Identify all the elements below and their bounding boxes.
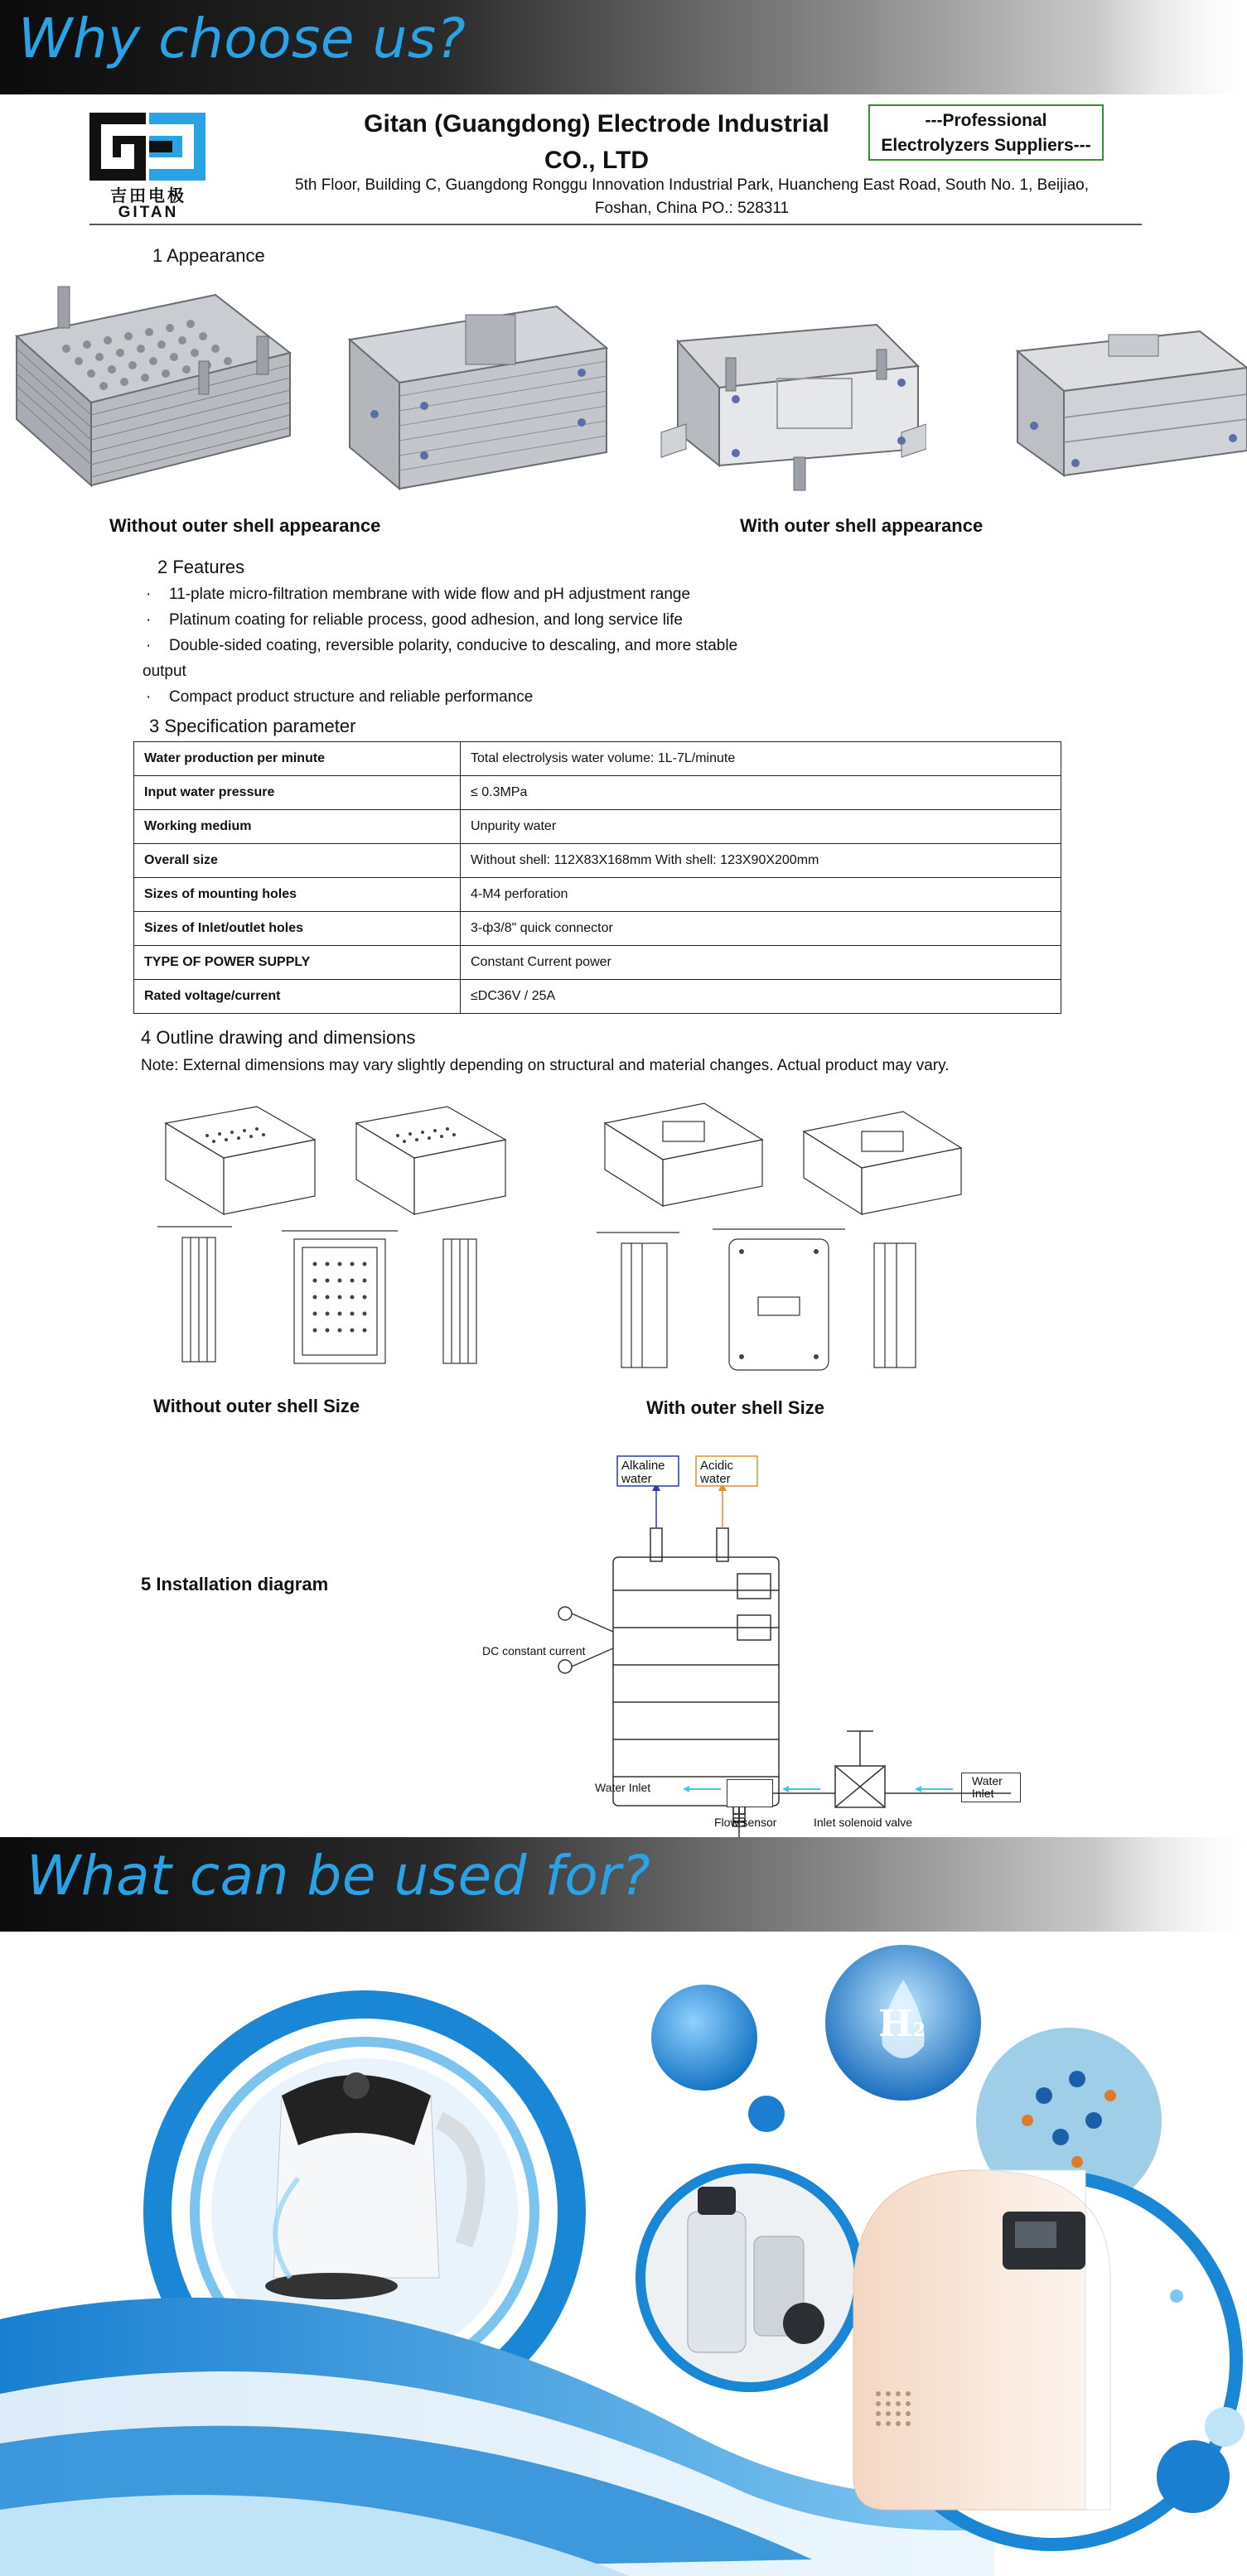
- spec-label: Working medium: [134, 810, 461, 844]
- product-with-shell-angle1: [653, 308, 926, 499]
- table-row: [134, 946, 1061, 980]
- drawing-without-shell: [149, 1090, 530, 1372]
- spec-label: Sizes of mounting holes: [134, 878, 461, 912]
- product-without-shell-angle1: [0, 278, 307, 502]
- appearance-heading: 1 Appearance: [152, 245, 265, 266]
- company-name-line1: Gitan (Guangdong) Electrode Industrial: [364, 110, 829, 137]
- features-list: [143, 581, 809, 710]
- product-without-shell-angle2: [325, 290, 615, 497]
- spec-value: ≤ 0.3MPa: [461, 776, 1061, 810]
- caption-with-shell-size: With outer shell Size: [646, 1397, 824, 1418]
- spec-value: 4-M4 perforation: [461, 878, 1061, 912]
- spec-value: Total electrolysis water volume: 1L-7L/minute: [461, 742, 1061, 776]
- feature-item-continuation: output: [143, 663, 186, 680]
- address-line2: Foshan, China PO.: 528311: [594, 200, 790, 217]
- installation-heading: 5 Installation diagram: [141, 1574, 329, 1594]
- label-alkaline-water: Alkaline water: [621, 1459, 665, 1486]
- table-row: [134, 878, 1061, 912]
- company-name: [298, 106, 895, 179]
- banner-title-uses: What can be used for?: [27, 1844, 651, 1908]
- company-address: [257, 174, 1127, 220]
- outline-heading: 4 Outline drawing and dimensions: [141, 1027, 416, 1048]
- spec-label: Sizes of Inlet/outlet holes: [134, 912, 461, 946]
- label-dc-constant-current: DC constant current: [482, 1644, 586, 1657]
- spec-label: Input water pressure: [134, 776, 461, 810]
- logo-en-text: GITAN: [118, 204, 179, 221]
- spec-heading: 3 Specification parameter: [149, 716, 356, 736]
- spec-value: 3-ф3/8" quick connector: [461, 912, 1061, 946]
- caption-without-shell-appearance: Without outer shell appearance: [109, 515, 381, 536]
- spec-label: Rated voltage/current: [134, 980, 461, 1014]
- spec-value: Without shell: 112X83X168mm With shell: 123X90X200mm: [461, 844, 1061, 878]
- tagline-line2: Electrolyzers Suppliers---: [881, 136, 1091, 155]
- table-row: [134, 810, 1061, 844]
- spec-label: Overall size: [134, 844, 461, 878]
- logo-mark-icon: [89, 113, 207, 181]
- banner-fade: [1098, 0, 1247, 94]
- spec-value: Unpurity water: [461, 810, 1061, 844]
- h2-label: H2: [878, 2003, 926, 2045]
- label-inlet-solenoid-valve: Inlet solenoid valve: [814, 1816, 913, 1829]
- feature-item: · Compact product structure and reliable performance: [146, 688, 534, 706]
- feature-item: · Platinum coating for reliable process, good adhesion, and long service life: [146, 611, 683, 629]
- banner-title: Why choose us?: [18, 7, 466, 70]
- label-water-inlet-right: Water Inlet: [961, 1773, 1021, 1802]
- address-line1: 5th Floor, Building C, Guangdong Ronggu Innovation Industrial Park, Huancheng East Road, South No. 1, Beijiao,: [295, 176, 1089, 194]
- features-heading: 2 Features: [157, 557, 245, 577]
- table-row: [134, 742, 1061, 776]
- table-row: [134, 776, 1061, 810]
- tagline-box: [868, 104, 1104, 161]
- table-row: [134, 912, 1061, 946]
- drawing-with-shell: [580, 1090, 969, 1380]
- flow-arrows-icon: [673, 1779, 971, 1804]
- logo-cn-text: 吉田电极: [110, 187, 186, 205]
- bottom-banner: [0, 1837, 1247, 1932]
- spec-label: Water production per minute: [134, 742, 461, 776]
- table-row: [134, 980, 1061, 1014]
- company-logo: [89, 113, 207, 221]
- caption-with-shell-appearance: With outer shell appearance: [740, 515, 984, 536]
- label-water-inlet-left: Water Inlet: [595, 1781, 651, 1794]
- feature-item: · 11-plate micro-filtration membrane with wide flow and pH adjustment range: [146, 586, 691, 603]
- tagline-line1: ---Professional: [925, 111, 1047, 130]
- product-with-shell-angle2: [984, 318, 1247, 492]
- uses-illustration: [0, 1930, 1247, 2576]
- uses-illustration-graphic: [0, 1930, 1247, 2576]
- spec-value: ≤DC36V / 25A: [461, 980, 1061, 1014]
- company-name-line2: CO., LTD: [544, 147, 650, 174]
- caption-without-shell-size: Without outer shell Size: [153, 1396, 360, 1416]
- label-flow-sensor: Flow sensor: [714, 1816, 777, 1829]
- spec-value: Constant Current power: [461, 946, 1061, 980]
- header-divider: [89, 224, 1142, 225]
- label-acidic-water: Acidic water: [700, 1459, 734, 1486]
- spec-table: [133, 741, 1061, 1014]
- feature-item: · Double-sided coating, reversible polarity, conducive to descaling, and more stable: [146, 637, 738, 654]
- banner-fade: [1098, 1837, 1247, 1932]
- spec-label: TYPE OF POWER SUPPLY: [134, 946, 461, 980]
- outline-note: Note: External dimensions may vary slightly depending on structural and material changes. Actual product may vary.: [141, 1057, 950, 1074]
- table-row: [134, 844, 1061, 878]
- top-banner: [0, 0, 1247, 94]
